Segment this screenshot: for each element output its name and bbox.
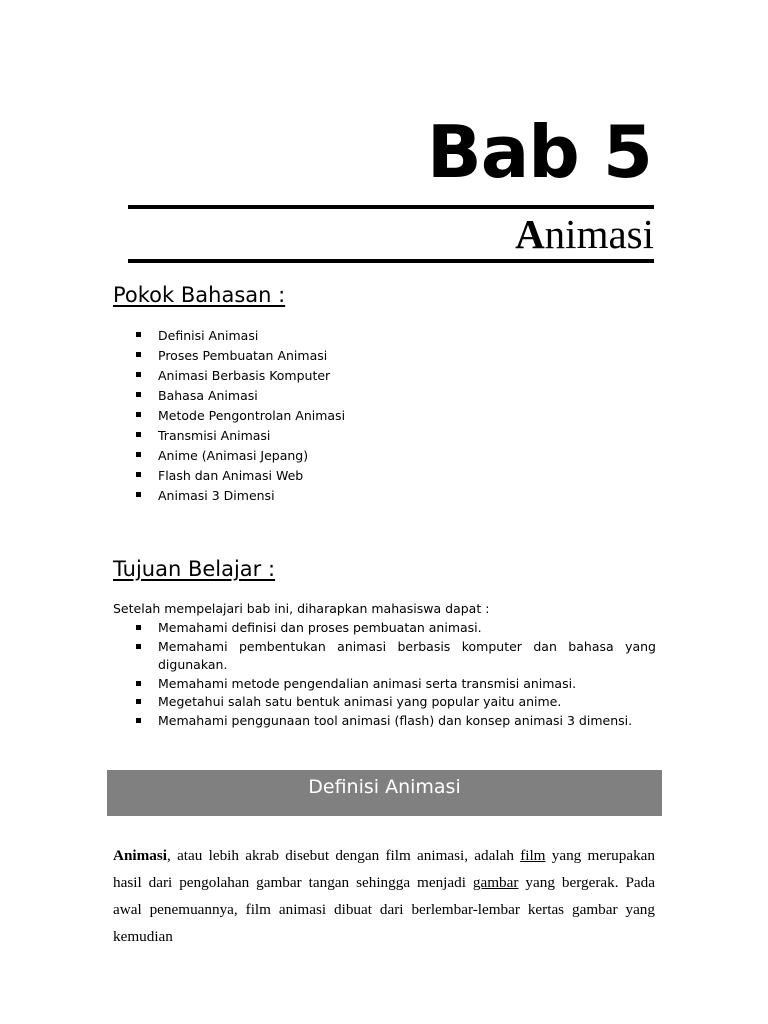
list-item-text: Memahami metode pengendalian animasi serta transmisi animasi. — [158, 675, 577, 691]
chapter-number: Bab 5 — [426, 110, 652, 194]
bullet-square-icon — [136, 718, 141, 723]
chapter-title-rest: nimasi — [544, 211, 654, 257]
list-item — [136, 693, 656, 712]
list-item — [136, 426, 656, 446]
list-item-text: Memahami penggunaan tool animasi (flash) dan konsep animasi 3 dimensi. — [158, 712, 633, 728]
bullet-square-icon — [136, 699, 141, 704]
list-item-text: Memahami definisi dan proses pembuatan animasi. — [158, 620, 482, 635]
list-item-text: Megetahui salah satu bentuk animasi yang popular yaitu anime. — [158, 694, 562, 709]
list-item — [136, 712, 656, 731]
chapter-title-initial: A — [515, 211, 545, 257]
list-item — [136, 346, 656, 366]
bullet-square-icon — [136, 492, 141, 497]
list-item-text: Proses Pembuatan Animasi — [158, 348, 328, 363]
bullet-square-icon — [136, 372, 141, 377]
chapter-title — [515, 207, 654, 261]
bullet-square-icon — [136, 472, 141, 477]
list-item-text: Bahasa Animasi — [158, 388, 258, 403]
paragraph-text: yang bergerak. Pada awal penemuannya, film animasi dibuat dari berlembar-lembar kertas gambar yang kemudian — [113, 874, 655, 945]
list-item-text: Metode Pengontrolan Animasi — [158, 408, 346, 423]
bullet-square-icon — [136, 412, 141, 417]
gambar-link[interactable]: gambar — [472, 874, 519, 891]
tujuan-intro: Setelah mempelajari bab ini, diharapkan mahasiswa dapat : — [113, 601, 490, 616]
bullet-square-icon — [136, 392, 141, 397]
list-item — [136, 486, 656, 506]
pokok-bahasan-heading: Pokok Bahasan : — [113, 283, 286, 307]
list-item-text: Flash dan Animasi Web — [158, 468, 304, 483]
list-item-text: Definisi Animasi — [158, 328, 259, 343]
film-link[interactable]: film — [520, 847, 546, 864]
bullet-square-icon — [136, 452, 141, 457]
tujuan-belajar-heading: Tujuan Belajar : — [113, 557, 276, 581]
list-item — [136, 675, 656, 694]
list-item-text: Anime (Animasi Jepang) — [158, 448, 309, 463]
list-item — [136, 386, 656, 406]
list-item-text: Animasi 3 Dimensi — [158, 488, 275, 503]
list-item — [136, 619, 656, 638]
list-item — [136, 406, 656, 426]
list-item-text: Memahami pembentukan animasi berbasis komputer dan bahasa yang digunakan. — [158, 638, 656, 672]
bullet-square-icon — [136, 432, 141, 437]
list-item — [136, 326, 656, 346]
term-animasi: Animasi — [113, 847, 168, 864]
paragraph-text: yang merupakan hasil dari pengolahan gambar tangan sehingga menjadi — [113, 847, 655, 891]
list-item — [136, 466, 656, 486]
bullet-square-icon — [136, 625, 141, 630]
list-item-text: Transmisi Animasi — [158, 428, 271, 443]
list-item — [136, 446, 656, 466]
list-item — [136, 638, 656, 675]
list-item-text: Animasi Berbasis Komputer — [158, 368, 331, 383]
list-item — [136, 366, 656, 386]
bullet-square-icon — [136, 681, 141, 686]
definition-paragraph — [113, 842, 655, 950]
topic-list — [136, 326, 656, 506]
bullet-square-icon — [136, 644, 141, 649]
paragraph-text: , atau lebih akrab disebut dengan film animasi, adalah — [167, 847, 521, 864]
objective-list — [136, 619, 656, 730]
section-banner — [107, 770, 662, 816]
section-title: Definisi Animasi — [308, 776, 461, 798]
bullet-square-icon — [136, 352, 141, 357]
bullet-square-icon — [136, 332, 141, 337]
title-rule-bottom — [128, 259, 654, 263]
